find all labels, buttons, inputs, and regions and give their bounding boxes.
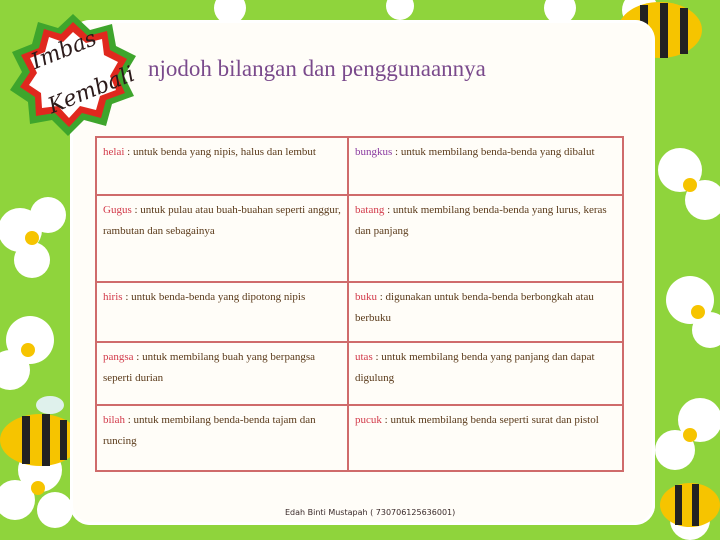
term-description: : untuk membilang benda-benda yang lurus, keras dan panjang bbox=[355, 204, 607, 238]
term-label: helai bbox=[103, 146, 125, 158]
table-cell bbox=[96, 137, 348, 195]
table-row bbox=[96, 195, 623, 282]
table-cell bbox=[348, 282, 623, 342]
table-cell bbox=[96, 195, 348, 282]
table-row bbox=[96, 405, 623, 471]
term-label: buku bbox=[355, 290, 377, 303]
badge-text-line1: Imbas bbox=[27, 26, 101, 75]
table-cell bbox=[348, 405, 623, 471]
author-footer: Edah Binti Mustapah ( 730706125636001) bbox=[285, 508, 456, 517]
page-title: njodoh bilangan dan penggunaannya bbox=[148, 56, 486, 81]
term-description: : untuk membilang benda-benda tajam dan runcing bbox=[103, 413, 316, 447]
table-cell bbox=[348, 342, 623, 404]
table-row bbox=[96, 137, 623, 195]
term-label: utas bbox=[355, 351, 373, 364]
table-row bbox=[96, 342, 623, 404]
term-description: : untuk benda-benda yang dipotong nipis bbox=[122, 290, 306, 303]
term-description: : untuk membilang benda seperti surat dan pistol bbox=[381, 413, 599, 426]
term-label: pangsa bbox=[103, 351, 134, 364]
term-description: : untuk benda yang nipis, halus dan lembut bbox=[124, 146, 316, 158]
term-label: Gugus bbox=[103, 204, 132, 217]
term-description: : untuk membilang buah yang berpangsa seperti durian bbox=[103, 351, 316, 385]
term-label: hiris bbox=[103, 290, 123, 303]
table-row bbox=[96, 282, 623, 342]
table-cell bbox=[348, 195, 623, 282]
table-cell bbox=[96, 342, 348, 404]
term-description: : untuk membilang benda yang panjang dan dapat digulung bbox=[355, 351, 595, 385]
table-cell bbox=[348, 137, 623, 195]
term-description: : untuk membilang benda-benda yang dibalut bbox=[392, 146, 595, 158]
term-description: : untuk pulau atau buah-buahan seperti anggur, rambutan dan sebagainya bbox=[103, 204, 341, 238]
term-description: : digunakan untuk benda-benda berbongkah atau berbuku bbox=[355, 290, 594, 324]
term-label: batang bbox=[355, 204, 385, 217]
term-label: pucuk bbox=[355, 413, 382, 426]
table-cell bbox=[96, 282, 348, 342]
term-label: bilah bbox=[103, 413, 125, 426]
table-cell bbox=[96, 405, 348, 471]
badge-text-line2: Kembali bbox=[44, 61, 139, 120]
term-label: bungkus bbox=[355, 146, 393, 158]
imbas-kembali-badge bbox=[8, 10, 138, 140]
classifier-table bbox=[95, 136, 624, 472]
